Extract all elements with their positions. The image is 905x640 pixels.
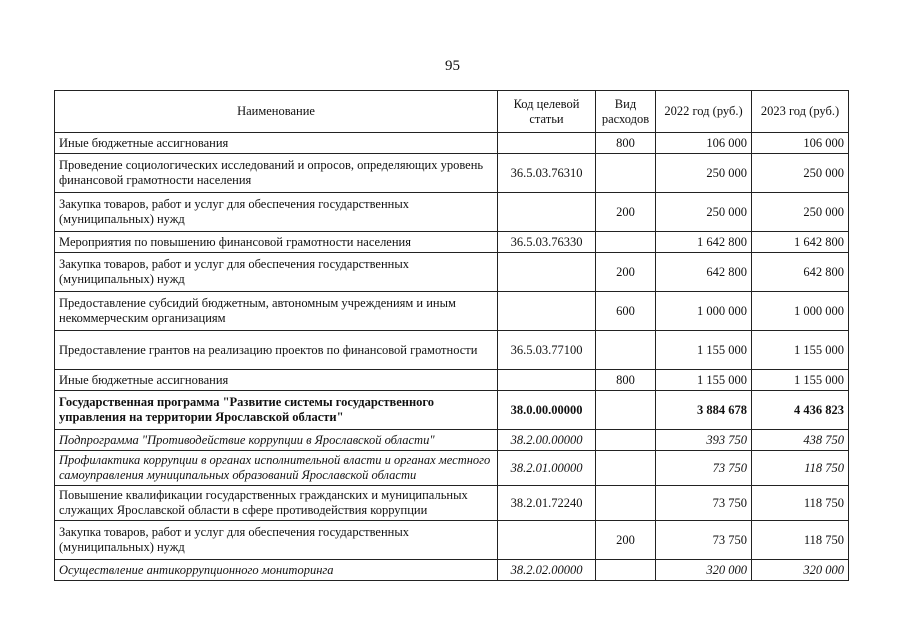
row-2023: 118 750 xyxy=(752,486,849,521)
row-2022: 1 642 800 xyxy=(656,232,752,253)
header-name: Наименование xyxy=(55,91,498,133)
row-name: Закупка товаров, работ и услуг для обеспечения государственных (муниципальных) нужд xyxy=(55,253,498,292)
row-type: 200 xyxy=(596,521,656,560)
header-2023: 2023 год (руб.) xyxy=(752,91,849,133)
row-2023: 642 800 xyxy=(752,253,849,292)
row-type: 600 xyxy=(596,292,656,331)
table-row xyxy=(55,560,849,581)
row-name: Осуществление антикоррупционного мониторинга xyxy=(55,560,498,581)
row-name: Мероприятия по повышению финансовой грамотности населения xyxy=(55,232,498,253)
row-name: Проведение социологических исследований и опросов, определяющих уровень финансовой грамотности населения xyxy=(55,154,498,193)
row-2023: 1 642 800 xyxy=(752,232,849,253)
row-type xyxy=(596,154,656,193)
table-row xyxy=(55,486,849,521)
table-row xyxy=(55,391,849,430)
table-row xyxy=(55,232,849,253)
row-code: 36.5.03.76310 xyxy=(498,154,596,193)
row-code xyxy=(498,370,596,391)
row-2023: 250 000 xyxy=(752,193,849,232)
row-2023: 1 155 000 xyxy=(752,331,849,370)
table-row xyxy=(55,521,849,560)
row-name: Закупка товаров, работ и услуг для обеспечения государственных (муниципальных) нужд xyxy=(55,521,498,560)
table-row xyxy=(55,253,849,292)
row-2022: 320 000 xyxy=(656,560,752,581)
row-2022: 1 155 000 xyxy=(656,370,752,391)
row-2023: 320 000 xyxy=(752,560,849,581)
row-name: Подпрограмма "Противодействие коррупции в Ярославской области" xyxy=(55,430,498,451)
row-2023: 4 436 823 xyxy=(752,391,849,430)
row-name: Закупка товаров, работ и услуг для обеспечения государственных (муниципальных) нужд xyxy=(55,193,498,232)
row-name: Профилактика коррупции в органах исполнительной власти и органах местного самоуправления муниципальных образований Ярославской области xyxy=(55,451,498,486)
row-2022: 250 000 xyxy=(656,193,752,232)
page-number: 95 xyxy=(445,58,460,74)
row-code xyxy=(498,253,596,292)
row-code xyxy=(498,521,596,560)
row-2023: 250 000 xyxy=(752,154,849,193)
row-type xyxy=(596,391,656,430)
table-row xyxy=(55,451,849,486)
row-type: 800 xyxy=(596,133,656,154)
table-row xyxy=(55,133,849,154)
header-code: Код целевой статьи xyxy=(498,91,596,133)
row-type xyxy=(596,451,656,486)
row-2022: 73 750 xyxy=(656,486,752,521)
row-name: Иные бюджетные ассигнования xyxy=(55,370,498,391)
table-row xyxy=(55,331,849,370)
row-type: 800 xyxy=(596,370,656,391)
row-name: Иные бюджетные ассигнования xyxy=(55,133,498,154)
row-code: 38.2.01.00000 xyxy=(498,451,596,486)
row-2023: 118 750 xyxy=(752,451,849,486)
table-row xyxy=(55,292,849,331)
row-2022: 1 000 000 xyxy=(656,292,752,331)
row-code: 38.2.00.00000 xyxy=(498,430,596,451)
row-type: 200 xyxy=(596,253,656,292)
row-code: 38.2.02.00000 xyxy=(498,560,596,581)
row-code: 38.0.00.00000 xyxy=(498,391,596,430)
row-code: 36.5.03.77100 xyxy=(498,331,596,370)
row-type xyxy=(596,331,656,370)
row-2022: 642 800 xyxy=(656,253,752,292)
table-row xyxy=(55,193,849,232)
row-code xyxy=(498,133,596,154)
row-code xyxy=(498,193,596,232)
row-2023: 1 000 000 xyxy=(752,292,849,331)
budget-table xyxy=(54,90,849,581)
row-code: 38.2.01.72240 xyxy=(498,486,596,521)
row-2022: 393 750 xyxy=(656,430,752,451)
row-2022: 73 750 xyxy=(656,451,752,486)
table-row xyxy=(55,154,849,193)
row-2022: 250 000 xyxy=(656,154,752,193)
row-type xyxy=(596,560,656,581)
row-type xyxy=(596,232,656,253)
row-2023: 1 155 000 xyxy=(752,370,849,391)
row-name: Повышение квалификации государственных гражданских и муниципальных служащих Ярославской области в сфере противодействия коррупции xyxy=(55,486,498,521)
row-2023: 438 750 xyxy=(752,430,849,451)
row-type xyxy=(596,430,656,451)
header-2022: 2022 год (руб.) xyxy=(656,91,752,133)
row-2023: 106 000 xyxy=(752,133,849,154)
table-row xyxy=(55,370,849,391)
row-code xyxy=(498,292,596,331)
row-2022: 1 155 000 xyxy=(656,331,752,370)
row-2022: 73 750 xyxy=(656,521,752,560)
table-row xyxy=(55,430,849,451)
table-header-row xyxy=(55,91,849,133)
header-type: Вид расходов xyxy=(596,91,656,133)
row-type: 200 xyxy=(596,193,656,232)
row-name: Государственная программа "Развитие системы государственного управления на территории Ярославской области" xyxy=(55,391,498,430)
row-2023: 118 750 xyxy=(752,521,849,560)
row-name: Предоставление субсидий бюджетным, автономным учреждениям и иным некоммерческим организациям xyxy=(55,292,498,331)
row-2022: 3 884 678 xyxy=(656,391,752,430)
row-name: Предоставление грантов на реализацию проектов по финансовой грамотности xyxy=(55,331,498,370)
row-2022: 106 000 xyxy=(656,133,752,154)
row-code: 36.5.03.76330 xyxy=(498,232,596,253)
row-type xyxy=(596,486,656,521)
